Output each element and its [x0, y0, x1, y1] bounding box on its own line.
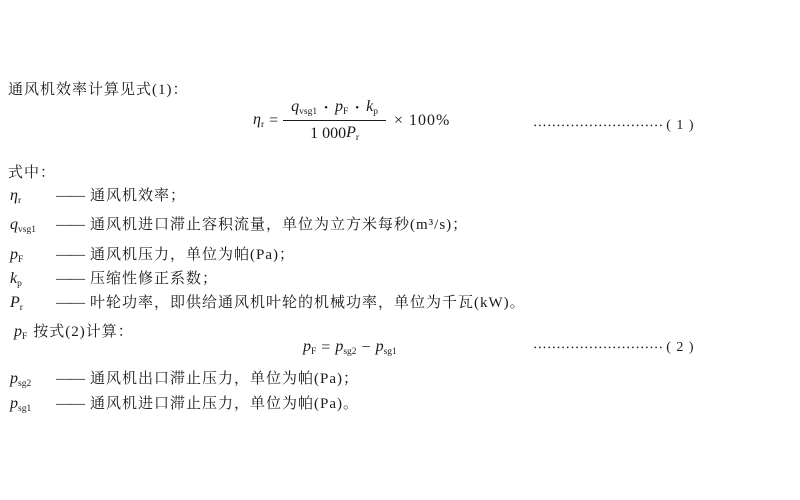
- p-base: p: [375, 338, 384, 355]
- em-dash: ——: [56, 295, 84, 311]
- sym-base: η: [10, 187, 18, 204]
- p-sub: sg2: [343, 347, 357, 357]
- fraction-denominator: [283, 120, 386, 143]
- sym-base: k: [10, 270, 18, 287]
- sym-base: q: [10, 216, 18, 233]
- P-r-symbol: [346, 124, 359, 143]
- def-description: 通风机进口滞止压力，单位为帕(Pa)。: [90, 396, 359, 412]
- eta-base: η: [253, 111, 261, 128]
- em-dash: ——: [56, 188, 84, 204]
- pf-calc-text: 按式(2)计算：: [33, 324, 134, 340]
- p-base: p: [303, 338, 311, 355]
- multiplication-dot: •: [324, 101, 328, 114]
- em-dash: ——: [56, 247, 84, 263]
- minus-sign: −: [361, 338, 371, 356]
- sym-base: P: [10, 294, 20, 311]
- p-base: p: [14, 323, 22, 340]
- def-description: 通风机效率；: [90, 188, 187, 204]
- q-vsg1-symbol: [291, 98, 317, 117]
- equation-1: [253, 98, 450, 143]
- equation-2: [303, 338, 397, 357]
- fraction-numerator: [283, 98, 386, 120]
- equals-sign: =: [321, 338, 331, 356]
- k-p-symbol: [366, 98, 378, 117]
- p-sub: sg1: [383, 347, 397, 357]
- sym-base: p: [10, 246, 18, 263]
- leader-dots: ••••••••••••••••••••••••••••: [534, 121, 665, 130]
- P-sub: r: [355, 133, 360, 143]
- definition-eta-r: [10, 184, 186, 206]
- leader-dots: ••••••••••••••••••••••••••••: [534, 343, 665, 352]
- q-sub: vsg1: [299, 107, 318, 117]
- sym-sub: p: [17, 279, 22, 289]
- em-dash: ——: [56, 217, 84, 233]
- times-100-percent: × 100%: [393, 111, 451, 129]
- k-base: k: [366, 98, 374, 115]
- coefficient-1000: 1 000: [310, 124, 347, 142]
- equals-sign: =: [269, 111, 279, 129]
- p-base: p: [334, 98, 343, 115]
- definition-p-f: [10, 243, 295, 265]
- em-dash: ——: [56, 271, 84, 287]
- def-description: 通风机压力，单位为帕(Pa)；: [90, 247, 295, 263]
- where-label: 式中：: [8, 165, 57, 181]
- def-description: 压缩性修正系数；: [90, 271, 219, 287]
- fraction: [283, 98, 386, 143]
- definition-k-p: [10, 267, 218, 289]
- def-symbol: [10, 370, 56, 389]
- equation-1-leader: [534, 118, 695, 134]
- sym-sub: F: [18, 255, 24, 265]
- p-f-symbol: [14, 323, 27, 342]
- p-f-symbol: [335, 98, 348, 117]
- em-dash: ——: [56, 371, 84, 387]
- def-symbol: [10, 395, 56, 414]
- p-base: p: [335, 338, 344, 355]
- def-symbol: [10, 270, 56, 289]
- q-base: q: [291, 98, 300, 115]
- p-sub: F: [342, 107, 349, 117]
- definition-p-sg2: [10, 367, 359, 389]
- eta-r-symbol: [253, 111, 264, 130]
- multiplication-dot: •: [355, 101, 360, 114]
- def-description: 通风机进口滞止容积流量，单位为立方米每秒(m³/s)；: [90, 217, 469, 233]
- p-sub: F: [22, 332, 28, 342]
- eta-sub: r: [260, 120, 265, 130]
- em-dash: ——: [56, 396, 84, 412]
- equation-1-number: ( 1 ): [666, 118, 695, 133]
- sym-sub: r: [17, 196, 22, 206]
- def-symbol: [10, 246, 56, 265]
- sym-sub: r: [19, 303, 23, 313]
- intro-line: 通风机效率计算见式(1)：: [8, 82, 189, 98]
- sym-sub: sg1: [18, 404, 32, 414]
- def-description: 叶轮功率，即供给通风机叶轮的机械功率，单位为千瓦(kW)。: [90, 295, 526, 311]
- P-base: P: [346, 124, 356, 141]
- p-f-symbol: [303, 338, 316, 357]
- p-sub: F: [311, 347, 317, 357]
- equation-2-leader: [534, 340, 695, 356]
- sym-base: p: [10, 395, 18, 412]
- definition-q-vsg1: [10, 213, 468, 235]
- p-sg1-symbol: [376, 338, 397, 357]
- equation-2-number: ( 2 ): [666, 340, 695, 355]
- definition-P-r: [10, 291, 526, 313]
- sym-sub: sg2: [18, 379, 32, 389]
- def-symbol: [10, 187, 56, 206]
- def-description: 通风机出口滞止压力，单位为帕(Pa)；: [90, 371, 359, 387]
- pf-calc-line: [14, 320, 134, 342]
- definition-p-sg1: [10, 392, 359, 414]
- k-sub: p: [373, 107, 378, 117]
- p-sg2-symbol: [335, 338, 356, 357]
- sym-sub: vsg1: [18, 225, 36, 235]
- sym-base: p: [10, 370, 18, 387]
- def-symbol: [10, 294, 56, 313]
- def-symbol: [10, 216, 56, 235]
